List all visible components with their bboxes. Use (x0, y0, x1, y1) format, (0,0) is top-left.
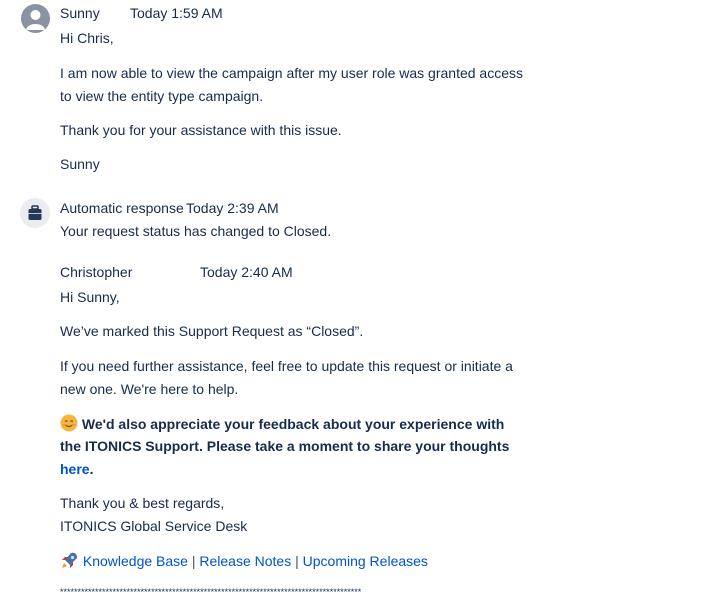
comment-author[interactable]: Sunny (60, 5, 100, 21)
system-avatar (20, 198, 50, 228)
release-notes-link[interactable]: Release Notes (199, 553, 292, 569)
rocket-icon (60, 551, 79, 570)
link-separator: | (295, 553, 299, 569)
closing-line: ITONICS Global Service Desk (60, 518, 248, 534)
comment-signature: Sunny (60, 156, 100, 172)
feedback-line (60, 414, 504, 434)
comment-timestamp[interactable]: Today 2:39 AM (186, 200, 279, 216)
comment-paragraph: to view the entity type campaign. (60, 88, 264, 104)
knowledge-base-link[interactable]: Knowledge Base (82, 553, 188, 569)
upcoming-releases-link[interactable]: Upcoming Releases (302, 553, 428, 569)
feedback-text: We'd also appreciate your feedback about your experience with (81, 416, 505, 432)
comment-timestamp[interactable]: Today 1:59 AM (130, 5, 223, 21)
comment-paragraph: Thank you for your assistance with this issue. (60, 122, 342, 138)
comment-paragraph: If you need further assistance, feel free to update this request or initiate a (60, 358, 513, 374)
status-message: Your request status has changed to Closed. (60, 223, 332, 239)
feedback-link[interactable]: here (60, 461, 90, 477)
link-separator: | (191, 553, 196, 569)
comment-paragraph: We’ve marked this Support Request as “Closed”. (60, 323, 364, 339)
smiling-face-icon (60, 414, 78, 432)
briefcase-avatar-icon (20, 198, 50, 228)
comment-author[interactable]: Automatic response (60, 200, 184, 216)
comment-paragraph: new one. We're here to help. (60, 381, 239, 397)
comment-author[interactable]: Christopher (60, 264, 133, 280)
closing-line: Thank you & best regards, (60, 495, 225, 511)
person-avatar-icon (21, 4, 50, 33)
feedback-line-3 (60, 461, 93, 477)
feedback-text: the ITONICS Support. Please take a moment to share your thoughts (60, 438, 510, 454)
comment-timestamp[interactable]: Today 2:40 AM (200, 264, 293, 280)
comment-paragraph: I am now able to view the campaign after my user role was granted access (60, 65, 523, 81)
comment-greeting: Hi Chris, (60, 30, 114, 46)
comment-greeting: Hi Sunny, (60, 289, 120, 305)
resource-links (60, 551, 428, 570)
user-avatar[interactable] (21, 4, 50, 33)
divider-stars: ************************************************************************************** (60, 587, 362, 597)
feedback-period: . (89, 461, 94, 477)
